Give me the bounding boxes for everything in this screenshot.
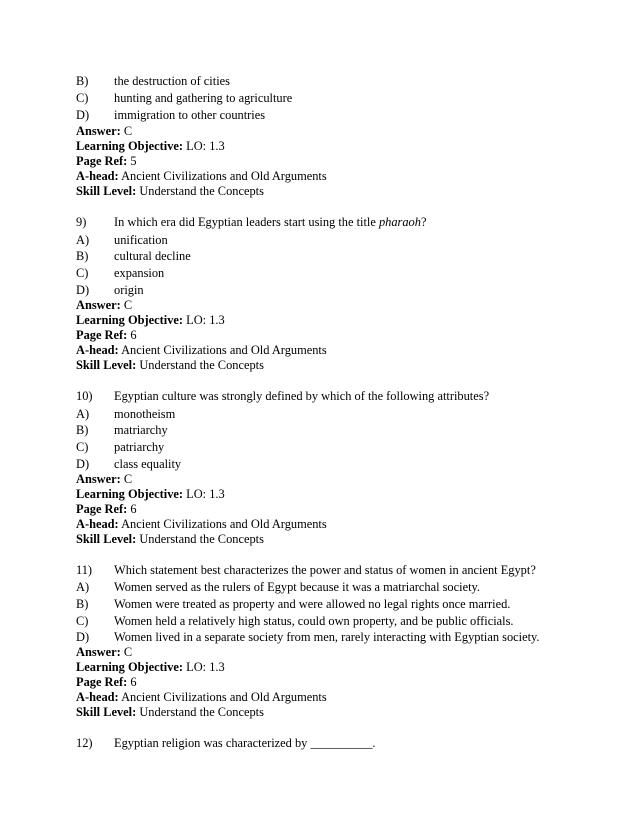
page-ref-value: 5 xyxy=(130,154,137,168)
option-letter: C) xyxy=(76,440,89,454)
option-letter: B) xyxy=(76,597,89,611)
page-ref-value: 6 xyxy=(130,328,137,342)
lo-value: LO: 1.3 xyxy=(186,139,225,153)
learning-objective-line xyxy=(76,139,225,154)
answer-line xyxy=(76,645,132,660)
option-d xyxy=(76,108,265,123)
skill-level-value: Understand the Concepts xyxy=(139,532,264,546)
page-ref-label: Page Ref: xyxy=(76,675,128,689)
option-letter: C) xyxy=(76,266,89,280)
option-d xyxy=(76,630,540,645)
option-text: Women were treated as property and were allowed no legal rights once married. xyxy=(114,597,511,611)
question-text: Which statement best characterizes the power and status of women in ancient Egypt? xyxy=(114,563,536,577)
option-text: Women held a relatively high status, could own property, and be public officials. xyxy=(114,614,514,628)
option-text: Women served as the rulers of Egypt because it was a matriarchal society. xyxy=(114,580,480,594)
option-text: class equality xyxy=(114,457,182,471)
option-a xyxy=(76,233,168,248)
question-number: 11) xyxy=(76,563,93,577)
option-letter: B) xyxy=(76,74,89,88)
option-c xyxy=(76,614,514,629)
skill-level-label: Skill Level: xyxy=(76,705,137,719)
skill-level-value: Understand the Concepts xyxy=(139,358,264,372)
question-number: 12) xyxy=(76,736,93,750)
page-ref-line xyxy=(76,154,137,169)
option-letter: D) xyxy=(76,108,90,122)
a-head-label: A-head: xyxy=(76,169,119,183)
a-head-line xyxy=(76,169,327,184)
question-12 xyxy=(76,736,376,751)
answer-value: C xyxy=(123,645,133,659)
skill-level-line xyxy=(76,705,264,720)
option-letter: A) xyxy=(76,233,90,247)
option-a xyxy=(76,407,175,422)
option-letter: D) xyxy=(76,630,90,644)
page-ref-label: Page Ref: xyxy=(76,154,128,168)
learning-objective-line xyxy=(76,313,225,328)
lo-value: LO: 1.3 xyxy=(186,313,225,327)
question-text: Egyptian religion was characterized by __________. xyxy=(114,736,376,750)
answer-line xyxy=(76,298,132,313)
option-text: patriarchy xyxy=(114,440,165,454)
page-ref-line xyxy=(76,328,137,343)
option-c xyxy=(76,266,164,281)
answer-value: C xyxy=(123,298,133,312)
lo-value: LO: 1.3 xyxy=(186,660,225,674)
answer-line xyxy=(76,124,132,139)
a-head-line xyxy=(76,690,327,705)
option-b xyxy=(76,423,168,438)
option-b xyxy=(76,597,510,612)
option-text: monotheism xyxy=(114,407,176,421)
page-ref-line xyxy=(76,675,137,690)
a-head-line xyxy=(76,343,327,358)
option-d xyxy=(76,457,181,472)
answer-label: Answer: xyxy=(76,298,121,312)
skill-level-value: Understand the Concepts xyxy=(139,705,264,719)
question-text: In which era did Egyptian leaders start using the title pharaoh? xyxy=(114,215,427,229)
answer-value: C xyxy=(123,472,133,486)
option-c xyxy=(76,440,164,455)
lo-label: Learning Objective: xyxy=(76,139,184,153)
option-letter: D) xyxy=(76,283,90,297)
option-letter: B) xyxy=(76,423,89,437)
answer-label: Answer: xyxy=(76,472,121,486)
page-ref-value: 6 xyxy=(130,675,137,689)
option-b xyxy=(76,74,230,89)
page-ref-label: Page Ref: xyxy=(76,328,128,342)
a-head-label: A-head: xyxy=(76,690,119,704)
option-text: the destruction of cities xyxy=(114,74,230,88)
question-emphasis: pharaoh xyxy=(378,215,421,229)
skill-level-label: Skill Level: xyxy=(76,184,137,198)
lo-value: LO: 1.3 xyxy=(186,487,225,501)
option-text: immigration to other countries xyxy=(114,108,266,122)
lo-label: Learning Objective: xyxy=(76,660,184,674)
question-text: Egyptian culture was strongly defined by which of the following attributes? xyxy=(114,389,490,403)
option-text: matriarchy xyxy=(114,423,168,437)
option-text: Women lived in a separate society from men, rarely interacting with Egyptian society. xyxy=(114,630,540,644)
a-head-label: A-head: xyxy=(76,343,119,357)
skill-level-label: Skill Level: xyxy=(76,358,137,372)
skill-level-label: Skill Level: xyxy=(76,532,137,546)
page-ref-line xyxy=(76,502,137,517)
answer-label: Answer: xyxy=(76,645,121,659)
a-head-value: Ancient Civilizations and Old Arguments xyxy=(121,517,327,531)
option-text: cultural decline xyxy=(114,249,191,263)
option-a xyxy=(76,580,480,595)
question-9 xyxy=(76,215,426,230)
answer-label: Answer: xyxy=(76,124,121,138)
skill-level-line xyxy=(76,184,264,199)
page-ref-value: 6 xyxy=(130,502,137,516)
option-c xyxy=(76,91,292,106)
option-text: origin xyxy=(114,283,144,297)
a-head-line xyxy=(76,517,327,532)
lo-label: Learning Objective: xyxy=(76,313,184,327)
lo-label: Learning Objective: xyxy=(76,487,184,501)
a-head-label: A-head: xyxy=(76,517,119,531)
option-letter: C) xyxy=(76,91,89,105)
option-text: hunting and gathering to agriculture xyxy=(114,91,293,105)
option-d xyxy=(76,283,144,298)
option-letter: D) xyxy=(76,457,90,471)
option-letter: A) xyxy=(76,407,90,421)
learning-objective-line xyxy=(76,660,225,675)
page-ref-label: Page Ref: xyxy=(76,502,128,516)
a-head-value: Ancient Civilizations and Old Arguments xyxy=(121,690,327,704)
skill-level-line xyxy=(76,358,264,373)
question-number: 10) xyxy=(76,389,93,403)
option-letter: B) xyxy=(76,249,89,263)
learning-objective-line xyxy=(76,487,225,502)
option-b xyxy=(76,249,191,264)
a-head-value: Ancient Civilizations and Old Arguments xyxy=(121,343,327,357)
skill-level-line xyxy=(76,532,264,547)
a-head-value: Ancient Civilizations and Old Arguments xyxy=(121,169,327,183)
question-11 xyxy=(76,563,536,578)
question-10 xyxy=(76,389,489,404)
question-number: 9) xyxy=(76,215,87,229)
option-text: expansion xyxy=(114,266,165,280)
option-letter: C) xyxy=(76,614,89,628)
option-text: unification xyxy=(114,233,168,247)
answer-value: C xyxy=(123,124,133,138)
skill-level-value: Understand the Concepts xyxy=(139,184,264,198)
option-letter: A) xyxy=(76,580,90,594)
answer-line xyxy=(76,472,132,487)
